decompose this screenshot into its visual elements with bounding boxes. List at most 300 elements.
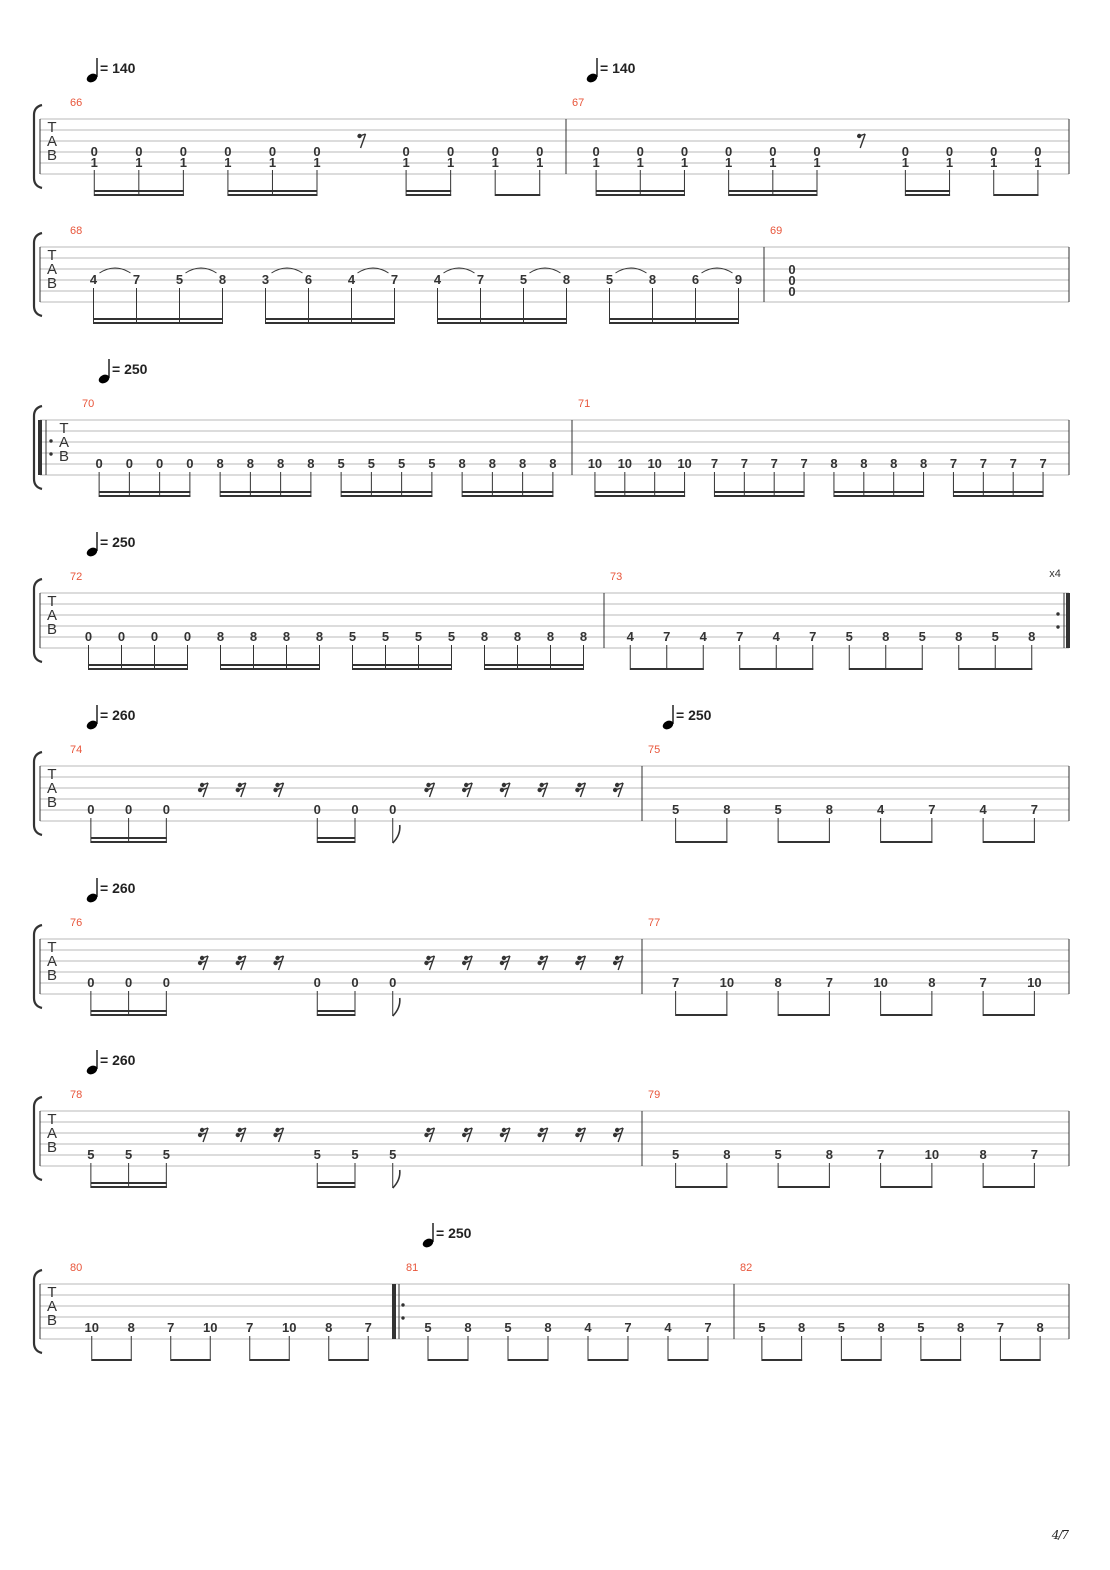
beam: [428, 1359, 469, 1361]
beam: [676, 841, 728, 843]
fret-number: 0: [788, 273, 796, 288]
sixteenth-rest-icon: [500, 956, 510, 970]
fret-number: 5: [367, 456, 375, 471]
fret-number: 5: [672, 802, 680, 817]
measure-number: 79: [648, 1089, 661, 1101]
beam: [438, 318, 568, 320]
fret-number: 8: [249, 629, 258, 644]
fret-number: 0: [680, 144, 689, 159]
sixteenth-rest-icon: [462, 956, 472, 970]
page-number: 4/7: [1051, 1528, 1068, 1542]
fret-number: 5: [424, 1320, 432, 1335]
fret-number: 8: [723, 1147, 731, 1162]
fret-number: 0: [87, 975, 95, 990]
beam: [881, 1186, 933, 1188]
fret-number: 0: [813, 144, 821, 159]
fret-number: 5: [774, 1147, 782, 1162]
beam: [353, 668, 453, 670]
fret-number: 7: [825, 975, 833, 990]
beam: [221, 668, 321, 670]
fret-number: 1: [636, 155, 644, 170]
beam: [317, 1014, 355, 1016]
tab-clef-letter: B: [46, 621, 58, 638]
system-bracket: [34, 1270, 42, 1353]
beam: [94, 322, 224, 324]
fret-number: 7: [740, 456, 748, 471]
fret-number: 10: [924, 1147, 940, 1162]
measure-number: 78: [70, 1089, 83, 1101]
repeat-end-thick-bar: [1066, 593, 1070, 648]
fret-number: 4: [347, 272, 356, 287]
fret-number: 5: [414, 629, 423, 644]
measure-number: 82: [740, 1262, 753, 1274]
sixteenth-rest-icon: [424, 956, 434, 970]
beam: [762, 1359, 802, 1361]
fret-number: 8: [458, 456, 466, 471]
beam: [462, 491, 553, 493]
sixteenth-rest-icon: [424, 1128, 434, 1142]
fret-number: 1: [990, 155, 998, 170]
fret-number: 7: [167, 1320, 175, 1335]
fret-number: 7: [624, 1320, 632, 1335]
fret-number: 7: [1039, 456, 1047, 471]
repeat-dot: [1056, 625, 1059, 628]
fret-number: 0: [725, 144, 733, 159]
sixteenth-rest-icon: [236, 783, 246, 797]
tab-clef-letter: A: [46, 1298, 58, 1315]
measure-number: 75: [648, 744, 661, 756]
fret-number: 0: [1034, 144, 1042, 159]
repeat-start-thick-bar: [392, 1284, 396, 1339]
beam: [778, 1014, 830, 1016]
beam: [595, 495, 685, 497]
fret-number: 8: [127, 1320, 135, 1335]
beam: [588, 1359, 629, 1361]
sixteenth-rest-icon: [575, 1128, 585, 1142]
fret-number: 8: [488, 456, 496, 471]
measure-number: 77: [648, 917, 661, 929]
fret-number: 0: [183, 629, 192, 644]
beam: [329, 1359, 369, 1361]
fret-number: 0: [268, 144, 277, 159]
beam: [834, 491, 924, 493]
repeat-dot: [49, 439, 52, 442]
sixteenth-rest-icon: [500, 1128, 510, 1142]
fret-number: 8: [325, 1320, 333, 1335]
beam: [495, 194, 540, 196]
fret-number: 5: [124, 1147, 133, 1162]
fret-number: 8: [774, 975, 782, 990]
fret-number: 7: [928, 802, 936, 817]
fret-number: 0: [162, 975, 170, 990]
fret-number: 0: [186, 456, 194, 471]
sixteenth-rest-icon: [236, 956, 246, 970]
beam: [921, 1359, 961, 1361]
beam: [266, 322, 396, 324]
beam: [89, 668, 189, 670]
fret-number: 8: [890, 456, 898, 471]
fret-number: 0: [224, 144, 232, 159]
fret-number: 0: [901, 144, 909, 159]
fret-number: 1: [680, 155, 689, 170]
beam: [881, 841, 933, 843]
fret-number: 5: [837, 1320, 845, 1335]
measure-number: 70: [82, 398, 95, 410]
fret-number: 5: [504, 1320, 512, 1335]
fret-number: 1: [135, 155, 143, 170]
note-flag: [393, 998, 400, 1016]
beam: [849, 668, 923, 670]
fret-number: 4: [877, 802, 885, 817]
sixteenth-rest-icon: [537, 783, 547, 797]
sixteenth-rest-icon: [198, 956, 208, 970]
fret-number: 0: [788, 262, 796, 277]
fret-number: 9: [734, 272, 743, 287]
fret-number: 7: [979, 456, 987, 471]
beam: [91, 1182, 167, 1184]
fret-number: 8: [860, 456, 868, 471]
fret-number: 8: [546, 629, 555, 644]
fret-number: 7: [663, 629, 671, 644]
measure-number: 66: [70, 97, 83, 109]
tab-clef-letter: T: [47, 939, 57, 956]
note-flag: [393, 825, 400, 843]
beam: [1000, 1359, 1040, 1361]
fret-number: 1: [268, 155, 277, 170]
sixteenth-rest-icon: [613, 956, 623, 970]
tab-clef-letter: T: [47, 1284, 57, 1301]
fret-number: 8: [282, 629, 291, 644]
beam: [729, 194, 818, 196]
beam: [317, 1182, 355, 1184]
sixteenth-rest-icon: [537, 1128, 547, 1142]
fret-number: 8: [315, 629, 324, 644]
tempo-marking: = 140: [600, 60, 636, 76]
fret-number: 8: [723, 802, 731, 817]
sixteenth-rest-icon: [462, 1128, 472, 1142]
measure-number: 73: [610, 571, 623, 583]
measure-number: 80: [70, 1262, 83, 1274]
tab-clef-letter: A: [58, 434, 70, 451]
fret-number: 5: [918, 629, 926, 644]
fret-number: 4: [979, 802, 987, 817]
fret-number: 0: [313, 144, 321, 159]
tab-clef-letter: A: [46, 607, 58, 624]
beam: [508, 1359, 549, 1361]
fret-number: 0: [945, 144, 954, 159]
fret-number: 8: [957, 1320, 965, 1335]
sixteenth-rest-icon: [273, 1128, 283, 1142]
beam: [610, 318, 740, 320]
fret-number: 5: [348, 629, 357, 644]
fret-number: 0: [150, 629, 159, 644]
repeat-count: x4: [1049, 568, 1061, 580]
tempo-marking: = 260: [100, 707, 136, 723]
fret-number: 7: [949, 456, 958, 471]
beam: [99, 491, 190, 493]
tab-clef-letter: B: [46, 794, 58, 811]
fret-number: 0: [491, 144, 499, 159]
fret-number: 8: [648, 272, 657, 287]
beam: [729, 190, 818, 192]
fret-number: 8: [277, 456, 285, 471]
fret-number: 1: [592, 155, 600, 170]
fret-number: 5: [337, 456, 345, 471]
beam: [250, 1359, 290, 1361]
beam: [94, 194, 184, 196]
beam: [983, 1014, 1035, 1016]
tab-clef-letter: B: [46, 967, 58, 984]
beam: [317, 837, 355, 839]
fret-number: 8: [218, 272, 227, 287]
fret-number: 10: [719, 975, 735, 990]
fret-number: 8: [216, 456, 224, 471]
fret-number: 0: [788, 284, 796, 299]
fret-number: 0: [124, 975, 133, 990]
fret-number: 5: [845, 629, 853, 644]
beam: [740, 668, 814, 670]
tab-clef-letter: A: [46, 953, 58, 970]
measure-number: 81: [406, 1262, 419, 1274]
beam: [91, 1014, 167, 1016]
fret-number: 1: [90, 155, 98, 170]
fret-number: 5: [758, 1320, 766, 1335]
fret-number: 0: [135, 144, 143, 159]
tempo-marking: = 250: [676, 707, 712, 723]
fret-number: 10: [677, 456, 692, 471]
fret-number: 7: [1009, 456, 1017, 471]
beam: [834, 495, 924, 497]
beam: [905, 194, 950, 196]
sixteenth-rest-icon: [236, 1128, 246, 1142]
fret-number: 1: [536, 155, 544, 170]
beam: [983, 1186, 1035, 1188]
fret-number: 5: [381, 629, 390, 644]
tab-clef-letter: T: [47, 766, 57, 783]
system-bracket: [34, 1097, 42, 1180]
sixteenth-rest-icon: [198, 783, 208, 797]
fret-number: 8: [246, 456, 254, 471]
fret-number: 1: [901, 155, 909, 170]
fret-number: 5: [313, 1147, 321, 1162]
beam: [905, 190, 950, 192]
tempo-marking: = 250: [112, 361, 148, 377]
sixteenth-rest-icon: [613, 1128, 623, 1142]
beam: [353, 664, 453, 666]
fret-number: 8: [216, 629, 225, 644]
measure-number: 74: [70, 744, 83, 756]
fret-number: 0: [117, 629, 126, 644]
fret-number: 5: [162, 1147, 170, 1162]
fret-number: 8: [544, 1320, 552, 1335]
beam: [778, 841, 830, 843]
tab-clef-letter: T: [47, 593, 57, 610]
fret-number: 10: [647, 456, 662, 471]
fret-number: 7: [364, 1320, 372, 1335]
fret-number: 0: [351, 975, 359, 990]
fret-number: 1: [447, 155, 455, 170]
fret-number: 5: [428, 456, 436, 471]
fret-number: 1: [402, 155, 410, 170]
sixteenth-rest-icon: [198, 1128, 208, 1142]
fret-number: 7: [1030, 1147, 1038, 1162]
beam: [266, 318, 396, 320]
measure-number: 67: [572, 97, 585, 109]
sixteenth-rest-icon: [273, 783, 283, 797]
fret-number: 0: [313, 802, 321, 817]
fret-number: 1: [813, 155, 821, 170]
fret-number: 0: [124, 802, 133, 817]
repeat-dot: [49, 452, 52, 455]
sixteenth-rest-icon: [273, 956, 283, 970]
tempo-marking: = 250: [436, 1225, 472, 1241]
beam: [317, 841, 355, 843]
repeat-start-thick-bar: [38, 420, 42, 475]
fret-number: 7: [877, 1147, 885, 1162]
beam: [317, 1186, 355, 1188]
fret-number: 0: [87, 802, 95, 817]
fret-number: 8: [830, 456, 838, 471]
beam: [91, 1186, 167, 1188]
beam: [228, 190, 318, 192]
beam: [778, 1186, 830, 1188]
beam: [317, 1010, 355, 1012]
measure-number: 76: [70, 917, 83, 929]
fret-number: 4: [664, 1320, 672, 1335]
fret-number: 0: [402, 144, 410, 159]
system-bracket: [34, 579, 42, 662]
fret-number: 5: [87, 1147, 95, 1162]
fret-number: 1: [491, 155, 499, 170]
fret-number: 10: [84, 1320, 99, 1335]
tab-clef-letter: A: [46, 133, 58, 150]
fret-number: 0: [447, 144, 455, 159]
fret-number: 8: [928, 975, 936, 990]
beam: [89, 664, 189, 666]
sixteenth-rest-icon: [537, 956, 547, 970]
fret-number: 7: [800, 456, 808, 471]
beam: [595, 491, 685, 493]
tempo-marking: = 260: [100, 1052, 136, 1068]
tab-clef-letter: T: [47, 247, 57, 264]
tab-clef-letter: A: [46, 780, 58, 797]
beam: [841, 1359, 881, 1361]
fret-number: 8: [825, 1147, 833, 1162]
fret-number: 6: [691, 272, 700, 287]
fret-number: 4: [584, 1320, 592, 1335]
sixteenth-rest-icon: [575, 783, 585, 797]
beam: [953, 491, 1043, 493]
fret-number: 3: [261, 272, 270, 287]
beam: [668, 1359, 709, 1361]
fret-number: 0: [389, 975, 397, 990]
repeat-dot: [401, 1316, 404, 1319]
tab-clef-letter: T: [47, 119, 57, 136]
fret-number: 10: [873, 975, 888, 990]
measure-number: 71: [578, 398, 591, 410]
tempo-marking: = 250: [100, 534, 136, 550]
measure-number: 68: [70, 225, 83, 237]
system-bracket: [34, 105, 42, 188]
fret-number: 0: [90, 144, 98, 159]
tab-clef-letter: A: [46, 261, 58, 278]
fret-number: 5: [389, 1147, 397, 1162]
fret-number: 8: [798, 1320, 806, 1335]
beam: [341, 495, 432, 497]
fret-number: 7: [996, 1320, 1004, 1335]
fret-number: 7: [704, 1320, 712, 1335]
beam: [94, 318, 224, 320]
fret-number: 8: [955, 629, 963, 644]
fret-number: 4: [699, 629, 707, 644]
beam: [171, 1359, 211, 1361]
beam: [676, 1186, 728, 1188]
tab-clef-letter: T: [59, 420, 69, 437]
fret-number: 7: [476, 272, 485, 287]
fret-number: 5: [991, 629, 999, 644]
beam: [91, 837, 167, 839]
fret-number: 7: [672, 975, 680, 990]
fret-number: 8: [307, 456, 315, 471]
beam: [610, 322, 740, 324]
fret-number: 5: [351, 1147, 359, 1162]
fret-number: 7: [979, 975, 987, 990]
beam: [91, 841, 167, 843]
fret-number: 8: [919, 456, 928, 471]
system-bracket: [34, 752, 42, 835]
fret-number: 4: [433, 272, 442, 287]
tab-clef-letter: B: [46, 275, 58, 292]
fret-number: 8: [513, 629, 522, 644]
fret-number: 8: [882, 629, 890, 644]
beam: [462, 495, 553, 497]
beam: [596, 194, 685, 196]
beam: [959, 668, 1033, 670]
beam: [220, 495, 311, 497]
fret-number: 8: [549, 456, 557, 471]
tab-clef-letter: B: [46, 1139, 58, 1156]
beam: [228, 194, 318, 196]
fret-number: 7: [770, 456, 778, 471]
beam: [953, 495, 1043, 497]
fret-number: 1: [725, 155, 733, 170]
beam: [221, 664, 321, 666]
beam: [406, 194, 451, 196]
fret-number: 4: [772, 629, 780, 644]
note-flag: [393, 1170, 400, 1188]
system-bracket: [34, 925, 42, 1008]
fret-number: 0: [990, 144, 998, 159]
fret-number: 1: [313, 155, 321, 170]
fret-number: 10: [203, 1320, 218, 1335]
fret-number: 0: [313, 975, 321, 990]
beam: [94, 190, 184, 192]
repeat-dot: [1056, 612, 1059, 615]
fret-number: 0: [536, 144, 544, 159]
repeat-dot: [401, 1303, 404, 1306]
beam: [341, 491, 432, 493]
fret-number: 7: [1030, 802, 1038, 817]
fret-number: 8: [480, 629, 489, 644]
tab-clef-letter: B: [46, 147, 58, 164]
fret-number: 7: [390, 272, 399, 287]
fret-number: 7: [246, 1320, 254, 1335]
fret-number: 0: [84, 629, 93, 644]
tab-clef-letter: B: [46, 1312, 58, 1329]
fret-number: 0: [156, 456, 164, 471]
sixteenth-rest-icon: [613, 783, 623, 797]
measure-number: 69: [770, 225, 783, 237]
